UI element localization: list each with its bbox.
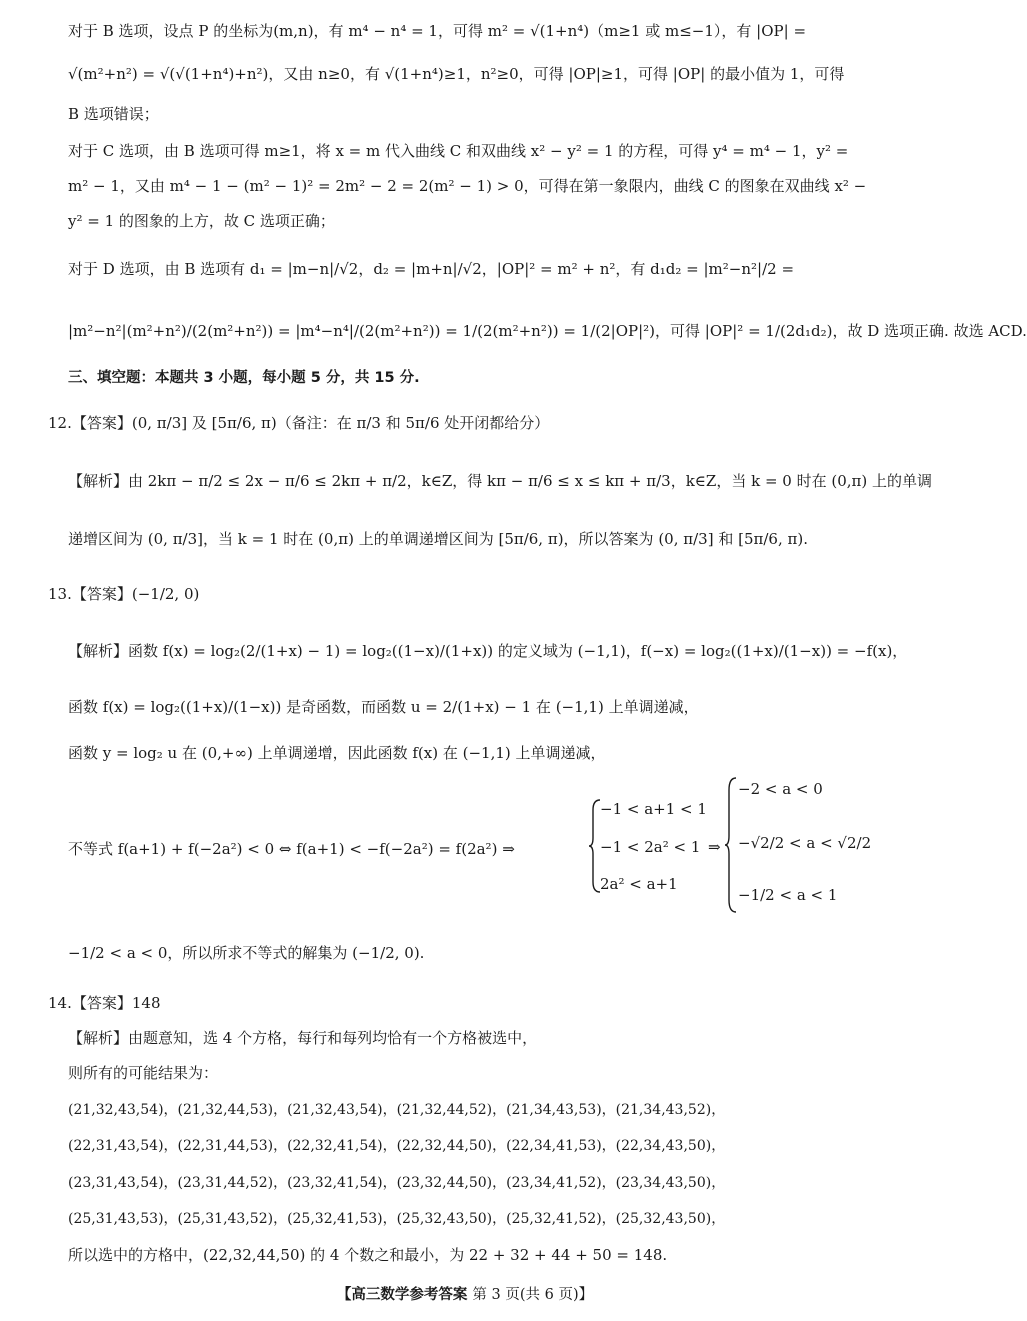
- q12-solution-line-2: 递增区间为 (0, π/3]，当 k = 1 时在 (0,π) 上的单调递增区间为 [5π/6, π)，所以答案为 (0, π/3] 和 [5π/6, π).: [68, 530, 808, 548]
- q14-answer: 14.【答案】148: [48, 994, 161, 1012]
- option-b-line-2: √(m²+n²) = √(√(1+n⁴)+n²)，又由 n≥0，有 √(1+n⁴)≥1，n²≥0，可得 |OP|≥1，可得 |OP| 的最小值为 1，可得: [68, 65, 845, 83]
- q13-solution-line-1: 【解析】函数 f(x) = log₂(2/(1+x) − 1) = log₂((1−x)/(1+x)) 的定义域为 (−1,1)，f(−x) = log₂((1+x)/(1−x)) = −f(x)，: [68, 642, 908, 660]
- section-3-heading: 三、填空题：本题共 3 小题，每小题 5 分，共 15 分.: [68, 370, 420, 386]
- option-c-line-2: m² − 1，又由 m⁴ − 1 − (m² − 1)² = 2m² − 2 = 2(m² − 1) > 0，可得在第一象限内，曲线 C 的图象在双曲线 x² −: [68, 177, 867, 195]
- q13-inequality-main: 不等式 f(a+1) + f(−2a²) < 0 ⇔ f(a+1) < −f(−2a²) = f(2a²) ⇒: [68, 840, 515, 858]
- system-1-row-1: −1 < a+1 < 1: [600, 800, 707, 818]
- q13-solution-line-2: 函数 f(x) = log₂((1+x)/(1−x)) 是奇函数，而函数 u = 2/(1+x) − 1 在 (−1,1) 上单调递减，: [68, 698, 699, 716]
- option-b-line-3: B 选项错误；: [68, 105, 159, 123]
- q14-result-row-1: (21,32,43,54)，(21,32,44,53)，(21,32,43,54)，(21,32,44,52)，(21,34,43,53)，(21,34,43,52)，: [68, 1102, 726, 1118]
- q14-result-row-3: (23,31,43,54)，(23,31,44,52)，(23,32,41,54)，(23,32,44,50)，(23,34,41,52)，(23,34,43,50)，: [68, 1175, 726, 1191]
- q12-answer: 12.【答案】(0, π/3] 及 [5π/6, π)（备注：在 π/3 和 5π/6 处开闭都给分）: [48, 414, 550, 432]
- system-2-row-1: −2 < a < 0: [738, 780, 823, 798]
- system-1-row-3: 2a² < a+1: [600, 875, 678, 893]
- q14-solution-line-1: 【解析】由题意知，选 4 个方格，每行和每列均恰有一个方格被选中，: [68, 1029, 538, 1047]
- option-c-line-1: 对于 C 选项，由 B 选项可得 m≥1，将 x = m 代入曲线 C 和双曲线 x² − y² = 1 的方程，可得 y⁴ = m⁴ − 1，y² =: [68, 142, 849, 160]
- page-footer: [0, 1283, 930, 1304]
- implies-arrow-1: ⇒: [708, 838, 721, 856]
- footer-page-number: 第 3 页(共 6 页)】: [472, 1287, 594, 1303]
- system-2-row-3: −1/2 < a < 1: [738, 886, 838, 904]
- option-d-line-1: 对于 D 选项，由 B 选项有 d₁ = |m−n|/√2，d₂ = |m+n|/√2，|OP|² = m² + n²，有 d₁d₂ = |m²−n²|/2 =: [68, 260, 795, 278]
- footer-title: 【高三数学参考答案: [336, 1287, 468, 1303]
- system-2-row-2: −√2/2 < a < √2/2: [738, 834, 872, 852]
- system-1-row-2: −1 < 2a² < 1: [600, 838, 701, 856]
- q13-conclusion: −1/2 < a < 0，所以所求不等式的解集为 (−1/2, 0).: [68, 944, 425, 962]
- option-c-line-3: y² = 1 的图象的上方，故 C 选项正确；: [68, 212, 335, 230]
- option-b-line-1: 对于 B 选项，设点 P 的坐标为(m,n)，有 m⁴ − n⁴ = 1，可得 m² = √(1+n⁴)（m≥1 或 m≤−1），有 |OP| =: [68, 22, 807, 40]
- q14-result-row-4: (25,31,43,53)，(25,31,43,52)，(25,32,41,53)，(25,32,43,50)，(25,32,41,52)，(25,32,43,50)，: [68, 1211, 726, 1227]
- q14-solution-line-2: 则所有的可能结果为：: [68, 1064, 219, 1082]
- q13-answer: 13.【答案】(−1/2, 0): [48, 585, 200, 603]
- q12-solution-line-1: 【解析】由 2kπ − π/2 ≤ 2x − π/6 ≤ 2kπ + π/2，k∈Z，得 kπ − π/6 ≤ x ≤ kπ + π/3，k∈Z，当 k = 0 时在 (0,π) 上的单调: [68, 472, 933, 490]
- q13-solution-line-3: 函数 y = log₂ u 在 (0,+∞) 上单调递增，因此函数 f(x) 在 (−1,1) 上单调递减，: [68, 744, 606, 762]
- q14-final-line: 所以选中的方格中，(22,32,44,50) 的 4 个数之和最小，为 22 + 32 + 44 + 50 = 148.: [68, 1246, 668, 1264]
- option-d-line-2: |m²−n²|(m²+n²)/(2(m²+n²)) = |m⁴−n⁴|/(2(m²+n²)) = 1/(2(m²+n²)) = 1/(2|OP|²)，可得 |OP|² = 1/(2d₁d₂)，故 D 选项正确. 故选 ACD.: [68, 322, 1027, 340]
- left-brace-2: [724, 776, 738, 914]
- q14-result-row-2: (22,31,43,54)，(22,31,44,53)，(22,32,41,54)，(22,32,44,50)，(22,34,41,53)，(22,34,43,50)，: [68, 1138, 726, 1154]
